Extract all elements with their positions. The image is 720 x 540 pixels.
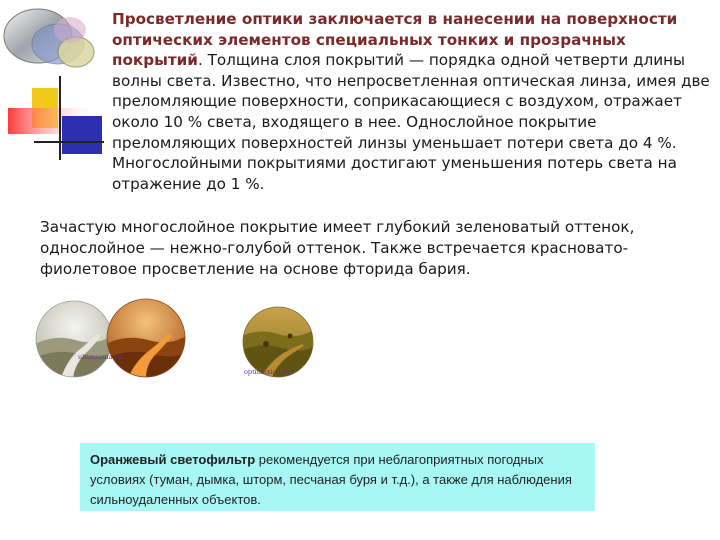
note-text: рекомендуется при неблагоприятных погодных условиях (туман, дымка, шторм, песчаная буря и т.д.), а также для наблюдения сильноудаленных объектов. xyxy=(90,452,572,507)
photo-caption-right: optimaxion.ru xyxy=(244,368,291,376)
orange-filter-road-photo xyxy=(106,298,186,378)
definition-highlight: Просветление оптики заключается в нанесении на поверхности оптических элементов специальных тонких и прозрачных покрытий xyxy=(112,10,678,70)
orange-filter-note xyxy=(80,443,595,511)
lenses-icon xyxy=(4,9,94,67)
foggy-road-photo xyxy=(35,300,113,378)
blue-block xyxy=(62,116,102,154)
decorative-graphic xyxy=(0,0,110,170)
photo-caption-left: ultimsenia.ru xyxy=(78,353,122,361)
color-paragraph: Зачастую многослойное покрытие имеет глубокий зеленоватый оттенок, однослойное — нежно-голубой оттенок. Также встречается красновато-фиолетовое просветление на основе фторида бария. xyxy=(40,218,635,278)
note-title: Оранжевый светофильтр xyxy=(90,452,256,467)
intro-paragraph xyxy=(112,9,712,194)
intro-rest: . Толщина слоя покрытий — порядка одной четверти длины волны света. Известно, что непросветленная оптическая линза, имея две преломляющие поверхности, соприкасающиеся с воздухом, отражает около 10 % света, входящего в нее. Однослойное покрытие преломляющих поверхностей линзы уменьшает потери света до 4 %. Многослойными покрытиями достигают уменьшения потерь света на отражение до 1 %. xyxy=(112,51,710,193)
